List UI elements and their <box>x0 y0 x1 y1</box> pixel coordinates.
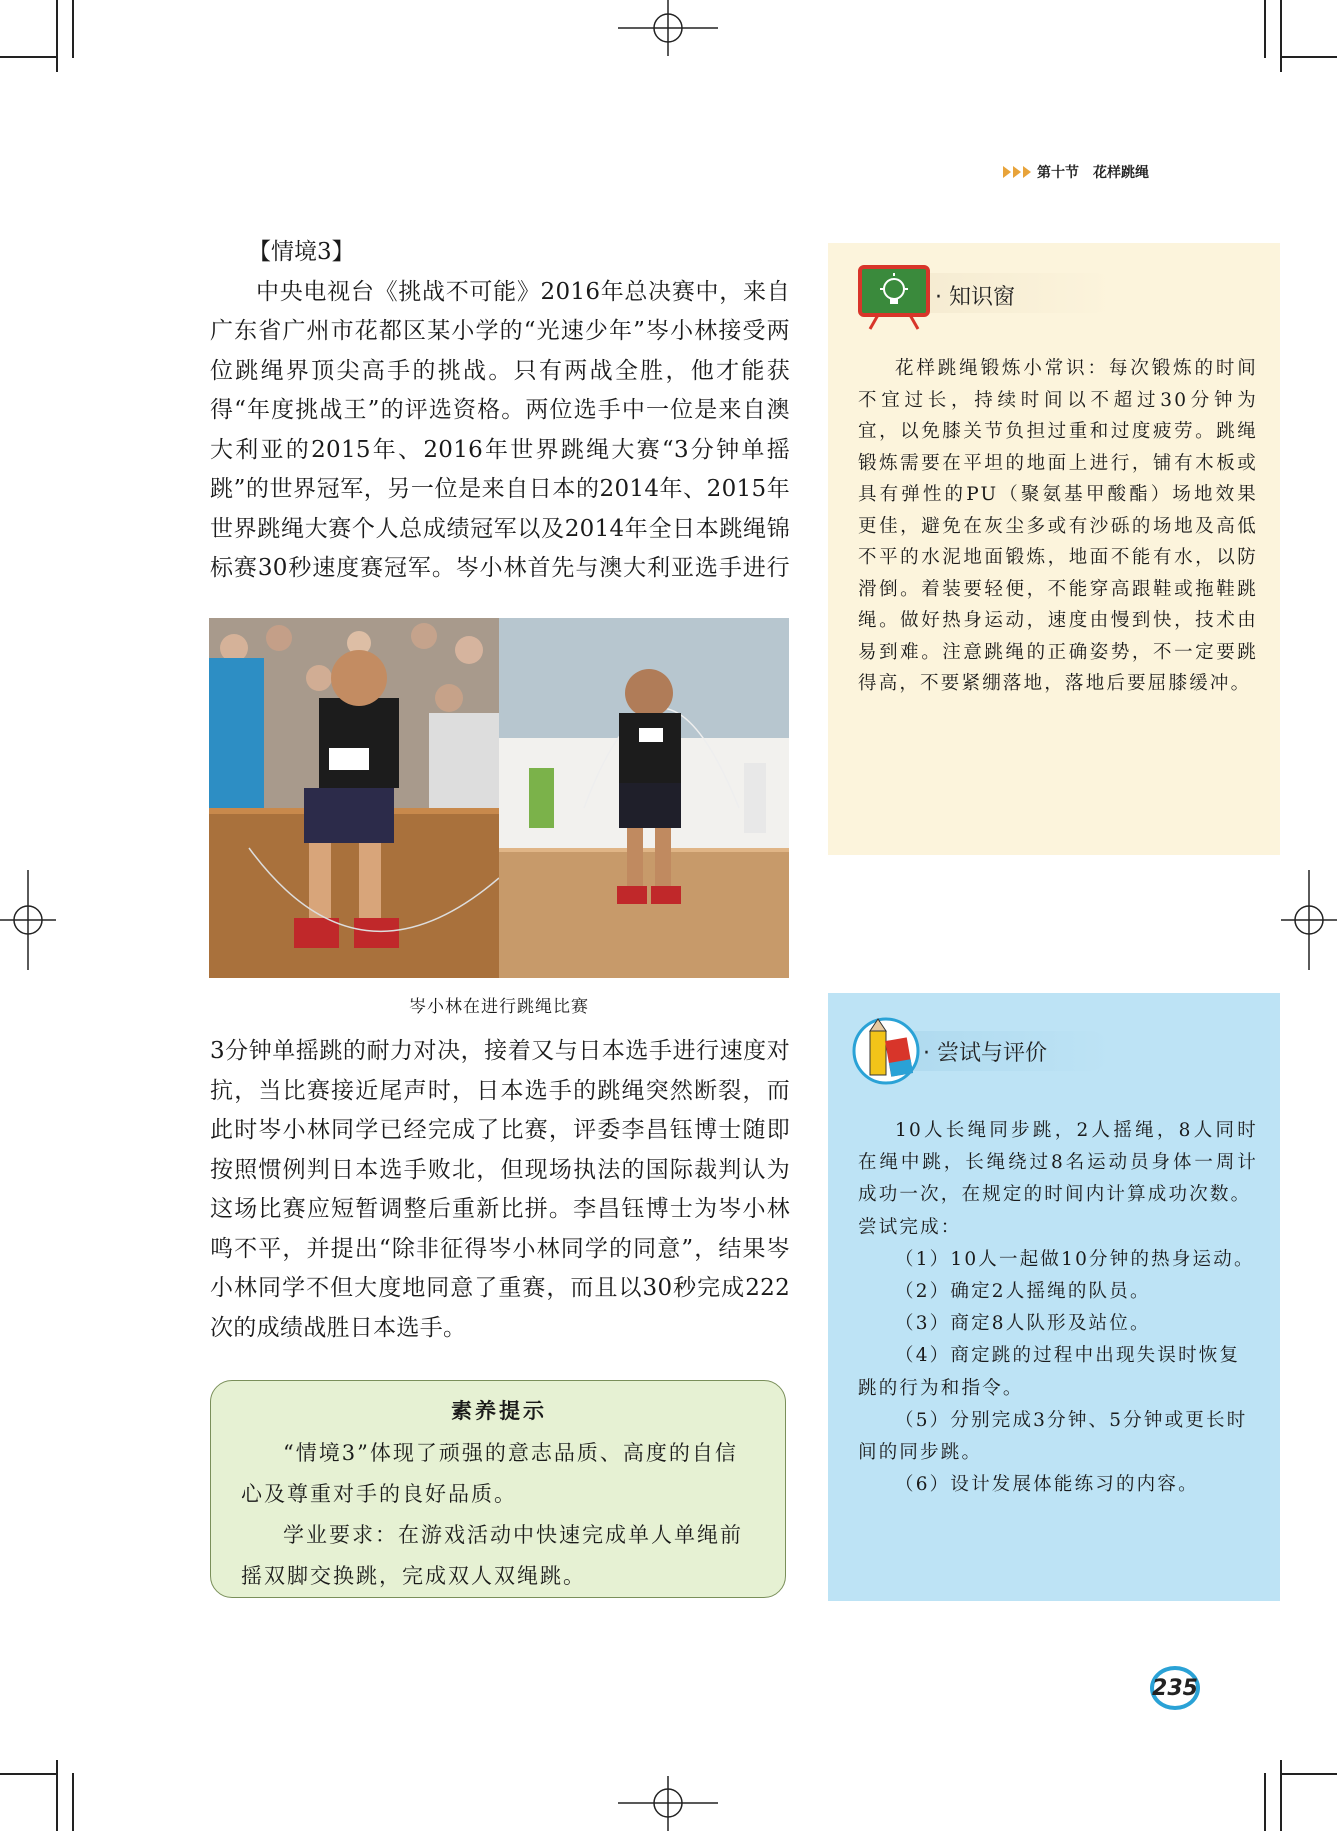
literacy-tip-title: 素养提示 <box>451 1399 547 1423</box>
triple-arrow-icon <box>1003 166 1031 178</box>
crop-mark <box>1280 1773 1337 1775</box>
registration-mark-top <box>618 0 718 60</box>
crop-mark <box>72 1773 74 1831</box>
try-intro: 10人长绳同步跳，2人摇绳，8人同时在绳中跳，长绳绕过8名运动员身体一周计成功一次，在规定的时间内计算成功次数。 <box>858 1120 1258 1206</box>
crop-mark <box>1264 0 1266 58</box>
page-number: 235 <box>1150 1666 1200 1710</box>
knowledge-window <box>828 243 1280 855</box>
literacy-tip-p2: 学业要求：在游戏活动中快速完成单人单绳前摇双脚交换跳，完成双人双绳跳。 <box>241 1523 743 1588</box>
try-step-6: （6）设计发展体能练习的内容。 <box>895 1474 1199 1496</box>
crop-mark <box>1280 56 1337 58</box>
crop-mark <box>1280 0 1282 72</box>
crop-mark <box>1264 1773 1266 1831</box>
crop-mark <box>72 0 74 58</box>
photo-caption: 岑小林在进行跳绳比赛 <box>409 997 589 1017</box>
try-step-4: （4）商定跳的过程中出现失误时恢复跳的行为和指令。 <box>858 1345 1241 1399</box>
registration-mark-right <box>1281 870 1337 970</box>
knowledge-window-title: · 知识窗 <box>935 285 1015 310</box>
try-step-2: （2）确定2人摇绳的队员。 <box>895 1281 1151 1303</box>
try-lead: 尝试完成： <box>858 1216 962 1238</box>
crop-mark <box>56 1760 58 1831</box>
crop-mark <box>0 56 58 58</box>
scenario-block <box>210 233 790 589</box>
photo-rope-jumper-crowd <box>209 618 499 978</box>
scenario-continuation <box>210 1032 790 1348</box>
literacy-tip-box <box>210 1380 786 1598</box>
scenario-paragraph-1: 中央电视台《挑战不可能》2016年总决赛中，来自广东省广州市花都区某小学的“光速少年”岑小林接受两位跳绳界顶尖高手的挑战。只有两战全胜，他才能获得“年度挑战王”的评选资格。两位选手中一位是来自澳大利亚的2015年、2016年世界跳绳大赛“3分钟单摇跳”的世界冠军，另一位是来自日本的2014年、2015年世界跳绳大赛个人总成绩冠军以及2014年全日本跳绳锦标赛30秒速度赛冠军。岑小林首先与澳大利亚选手进行 <box>210 278 790 581</box>
knowledge-window-text: 花样跳绳锻炼小常识：每次锻炼的时间不宜过长，持续时间以不超过30分钟为宜，以免膝关节负担过重和过度疲劳。跳绳锻炼需要在平坦的地面上进行，铺有木板或具有弹性的PU（聚氨基甲酸酯）场地效果更佳，避免在灰尘多或有沙砾的场地及高低不平的水泥地面锻炼，地面不能有水，以防滑倒。着装要轻便，不能穿高跟鞋或拖鞋跳绳。做好热身运动，速度由慢到快，技术由易到难。注意跳绳的正确姿势，不一定要跳得高，不要紧绷落地，落地后要屈膝缓冲。 <box>858 358 1258 694</box>
registration-mark-left <box>0 870 56 970</box>
try-step-5: （5）分别完成3分钟、5分钟或更长时间的同步跳。 <box>858 1409 1248 1464</box>
literacy-tip-p1: “情境3”体现了顽强的意志品质、高度的自信心及尊重对手的良好品质。 <box>241 1441 738 1506</box>
try-evaluate-box <box>828 993 1280 1601</box>
chalkboard-lightbulb-icon <box>858 265 930 331</box>
try-step-3: （3）商定8人队形及站位。 <box>895 1313 1151 1335</box>
running-head <box>1003 160 1223 184</box>
crop-mark <box>56 0 58 72</box>
try-step-1: （1）10人一起做10分钟的热身运动。 <box>895 1248 1255 1270</box>
crop-mark <box>1280 1760 1282 1831</box>
registration-mark-bottom <box>618 1776 718 1831</box>
photo-strip <box>209 618 789 978</box>
crop-mark <box>0 1773 58 1775</box>
section-label: 第十节 <box>1037 165 1079 181</box>
photo-rope-jumper-arena <box>499 618 789 978</box>
pencil-eraser-icon <box>850 1013 930 1089</box>
scenario-paragraph-2: 3分钟单摇跳的耐力对决，接着又与日本选手进行速度对抗，当比赛接近尾声时，日本选手的跳绳突然断裂，而此时岑小林同学已经完成了比赛，评委李昌钰博士随即按照惯例判日本选手败北，但现场执法的国际裁判认为这场比赛应短暂调整后重新比拼。李昌钰博士为岑小林鸣不平，并提出“除非征得岑小林同学的同意”，结果岑小林同学不但大度地同意了重赛，而且以30秒完成222次的成绩战胜日本选手。 <box>210 1038 790 1341</box>
topic-label: 花样跳绳 <box>1093 165 1149 181</box>
try-evaluate-title: · 尝试与评价 <box>923 1041 1047 1066</box>
scenario-title: 【情境3】 <box>248 239 355 265</box>
